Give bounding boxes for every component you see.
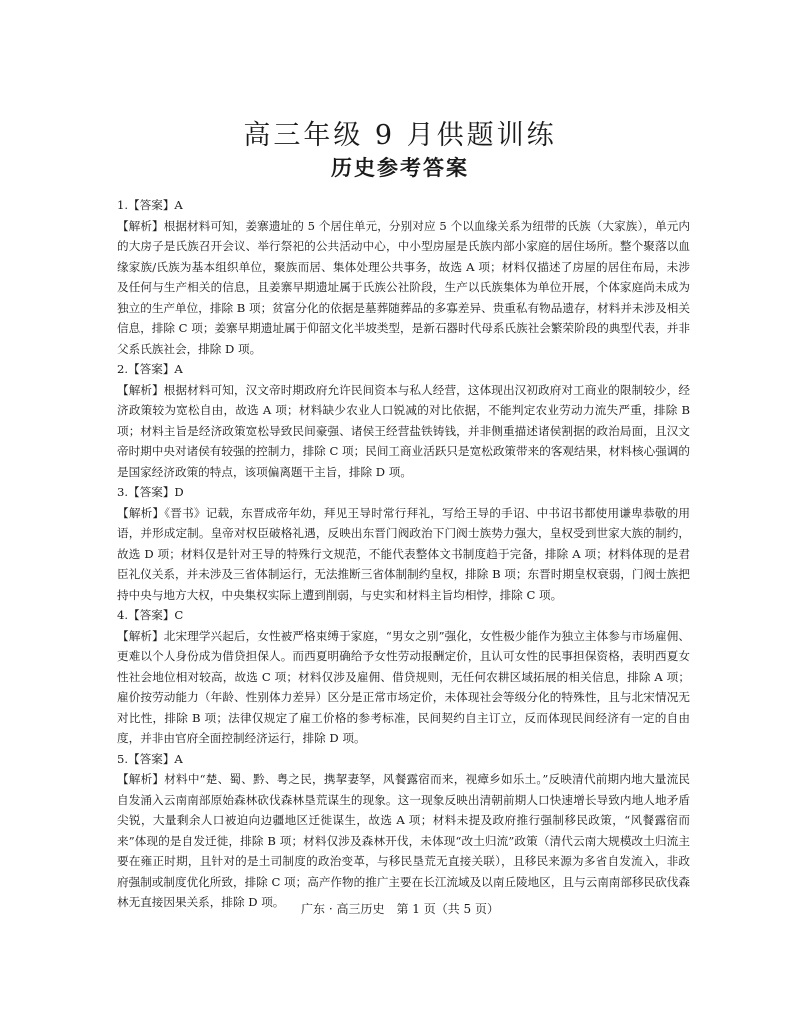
answer-line: 3.【答案】D bbox=[117, 485, 184, 499]
page-subtitle: 历史参考答案 bbox=[331, 156, 469, 180]
answers-list bbox=[117, 195, 690, 913]
answer-line: 1.【答案】A bbox=[117, 198, 183, 212]
explanation-text: 【解析】北宋理学兴起后，女性被严格束缚于家庭，“男女之别”强化，女性极少能作为独立主体参与市场雇佣、更难以个人身份成为借贷担保人。而西夏明确给予女性劳动报酬定价，且认可女性的民事担保资格，表明西夏女性社会地位相对较高，故选 C 项；材料仅涉及雇佣、借贷规则，无任何农耕区域拓展的相关信息，排除 A 项；雇价按劳动能力（年龄、性别体力差异）区分是正常市场定价，未体现社会等级分化的特殊性，且与北宋情况无对比性，排除 B 项；法律仅规定了雇工价格的参考标准，民间契约自主订立，反而体现民间经济有一定的自由度，并非由官府全面控制经济运行，排除 D 项。 bbox=[117, 628, 690, 745]
question-block-2 bbox=[117, 359, 690, 482]
question-block-3 bbox=[117, 482, 690, 605]
answer-line: 2.【答案】A bbox=[117, 362, 183, 376]
answer-line: 4.【答案】C bbox=[117, 608, 184, 622]
page-title: 高三年级 9 月供题训练 bbox=[243, 120, 557, 151]
explanation-text: 【解析】根据材料可知，汉文帝时期政府允许民间资本与私人经营，这体现出汉初政府对工商业的限制较少，经济政策较为宽松自由，故选 A 项；材料缺少农业人口锐减的对比依据，不能判定农业劳动力流失严重，排除 B 项；材料主旨是经济政策宽松导致民间豪强、诸侯王经营盐铁铸钱，并非侧重描述诸侯割据的政治局面，且汉文帝时期中央对诸侯有较强的控制力，排除 C 项；民间工商业活跃只是宽松政策带来的客观结果，材料核心强调的是国家经济政策的特点，该项偏离题干主旨，排除 D 项。 bbox=[117, 382, 690, 479]
question-block-4 bbox=[117, 605, 690, 749]
explanation-text: 【解析】《晋书》记载，东晋成帝年幼，拜见王导时常行拜礼，写给王导的手诏、中书诏书都使用谦卑恭敬的用语，并形成定制。皇帝对权臣破格礼遇，反映出东晋门阀政治下门阀士族势力强大，皇权受到世家大族的制约，故选 D 项；材料仅是针对王导的特殊行文规范，不能代表整体文书制度趋于完备，排除 A 项；材料体现的是君臣礼仪关系，并未涉及三省体制运行，无法推断三省体制制约皇权，排除 B 项；东晋时期皇权衰弱，门阀士族把持中央与地方大权，中央集权实际上遭到削弱，与史实和材料主旨均相悖，排除 C 项。 bbox=[117, 505, 690, 602]
page-footer: 广东 · 高三历史 第 1 页（共 5 页） bbox=[301, 902, 499, 916]
explanation-text: 【解析】根据材料可知，姜寨遗址的 5 个居住单元，分别对应 5 个以血缘关系为纽带的氏族（大家族），单元内的大房子是氏族召开会议、举行祭祀的公共活动中心，中小型房屋是氏族内部小家庭的居住场所。整个聚落以血缘家族/氏族为基本组织单位，聚族而居、集体处理公共事务，故选 A 项；材料仅描述了房屋的居住布局，未涉及任何与生产相关的信息，且姜寨早期遗址属于氏族公社阶段，生产以氏族集体为单位开展，个体家庭尚未成为独立的生产单位，排除 B 项；贫富分化的依据是墓葬随葬品的多寡差异、贵重私有物品遗存，材料并未涉及相关信息，排除 C 项；姜寨早期遗址属于仰韶文化半坡类型，是新石器时代母系氏族社会繁荣阶段的典型代表，并非父系氏族社会，排除 D 项。 bbox=[117, 218, 690, 356]
question-block-5 bbox=[117, 749, 690, 913]
answer-line: 5.【答案】A bbox=[117, 751, 183, 766]
question-block-1 bbox=[117, 195, 690, 359]
explanation-text: 【解析】材料中“楚、蜀、黔、粤之民，携挈妻孥，风餐露宿而来，视瘴乡如乐土。”反映清代前期内地大量流民自发涌入云南南部原始森林砍伐森林垦荒谋生的现象。这一现象反映出清朝前期人口快速增长导致内地人地矛盾尖锐，大量剩余人口被迫向边疆地区迁徙谋生，故选 A 项；材料未提及政府推行强制移民政策，“风餐露宿而来”体现的是自发迁徙，排除 B 项；材料仅涉及森林开伐，未体现“改土归流”政策（清代云南大规模改土归流主要在雍正时期，且针对的是土司制度的政治变革，与移民垦荒无直接关联），且移民来源为多省自发流入，非政府强制或制度优化所致，排除 C 项；高产作物的推广主要在长江流域及以南丘陵地区，且与云南南部移民砍伐森林无直接因果关系，排除 D 项。 bbox=[117, 772, 690, 909]
